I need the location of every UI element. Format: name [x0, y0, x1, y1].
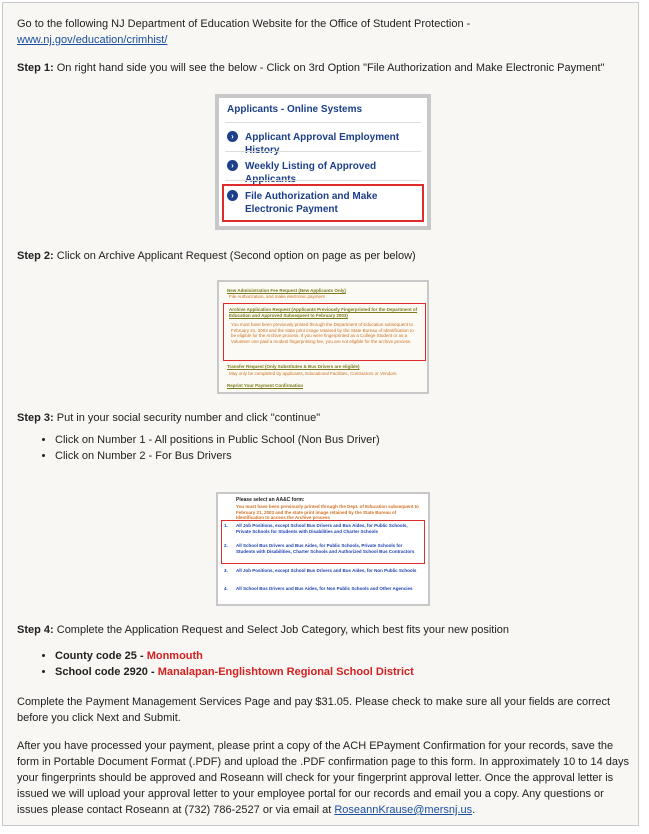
step3-text: Put in your social security number and click "continue": [53, 412, 321, 424]
intro-text: Go to the following NJ Department of Education Website for the Office of Student Protection -: [17, 18, 471, 30]
online-systems-header: Applicants - Online Systems: [227, 104, 363, 115]
county-code-value: Monmouth: [146, 650, 203, 662]
aac-option-number: 3.: [224, 568, 228, 573]
chevron-right-icon: ›: [227, 131, 238, 142]
applicant-approval-item: [227, 131, 427, 157]
archive-request-screenshot: [217, 280, 429, 394]
step1-label: Step 1:: [17, 62, 54, 74]
step4-text: Complete the Application Request and Select Job Category, which best fits your new position: [53, 624, 510, 636]
aac-option-2: All School Bus Drivers and Bus Aides, for Public Schools, Private Schools for Students with Disabilities, Charter Schools and Authorized School Bus Contractors: [236, 543, 415, 554]
instructions-content: [17, 16, 629, 818]
weekly-listing-item: [227, 160, 427, 186]
step4-label: Step 4:: [17, 624, 54, 636]
aac-option-number: 1.: [224, 523, 228, 528]
list-item: • Click on Number 1 - All positions in Public School (Non Bus Driver): [55, 432, 629, 448]
intro-paragraph: [17, 16, 629, 48]
step1-text: On right hand side you will see the below - Click on 3rd Option "File Authorization and Make Electronic Payment": [53, 62, 605, 74]
step4-paragraph: [17, 622, 629, 638]
file-authorization-item: [227, 190, 405, 216]
step3-label: Step 3:: [17, 412, 54, 424]
archive-request-desc: You must have been previously printed through the Department of Education subsequent to February 21, 2003 and the state print image retained by the State Bureau of Identification to be eligible for the Archive process. If you were fingerprinted as a College Student or as a Volunteer one paid a modest fingerprinting fee, you are not eligible for the archive process.: [231, 322, 414, 344]
final-paragraph: [17, 738, 629, 818]
divider: [225, 122, 421, 123]
list-item: • Click on Number 2 - For Bus Drivers: [55, 448, 629, 464]
chevron-right-icon: ›: [227, 190, 238, 201]
aac-form-title: Please select an AA&C form:: [236, 497, 305, 503]
reprint-confirmation-link: Reprint Your Payment Confirmation: [227, 383, 304, 388]
content-frame: [2, 2, 639, 826]
list-item: [55, 648, 629, 664]
step2-text: Click on Archive Applicant Request (Second option on page as per below): [53, 250, 416, 262]
archive-request-link: Archive Application Request (Applicants Previously Fingerprinted for the Department of Education and Approved Subsequent to February 2003): [229, 307, 418, 318]
step3-paragraph: [17, 410, 629, 426]
online-systems-screenshot: [215, 94, 431, 230]
aac-form-notice: You must have been previously printed through the Dept. of Education subsequent to February 21, 2003 and the state print image retained by the State Bureau of Identification to access the Archive process: [236, 504, 419, 520]
aac-option-3: All Job Positions, except School Bus Drivers and Bus Aides, for Non Public Schools: [236, 568, 417, 573]
transfer-request-link: Transfer Request (Only Substitutes & Bus Drivers are eligible): [227, 364, 360, 369]
aac-option-number: 4.: [224, 586, 228, 591]
final-text: After you have processed your payment, please print a copy of the ACH EPayment Confirmation for your records, save the form in Portable Document Format (.PDF) and upload the .PDF confirmation page to this form. In approximately 10 to 14 days your fingerprints should be approved and Roseann will check for your fingerprint approval letter. Once the approval letter is issued we will upload your approval letter to your employee portal for our records and email you a copy. Any questions or issues please contact Roseann at (732) 786-2527 or via email at: [17, 740, 630, 816]
aac-option-4: All School Bus Drivers and Bus Aides, for Non Public Schools and Other Agencies: [236, 586, 413, 591]
crimhist-link[interactable]: www.nj.gov/education/crimhist/: [17, 34, 168, 46]
new-admin-fee-desc: File Authorization, and make electronic payment: [229, 294, 325, 299]
final-period: .: [472, 804, 476, 816]
step4-bullet-list: [17, 648, 629, 680]
step1-paragraph: [17, 60, 629, 76]
email-link[interactable]: RoseannKrause@mersnj.us: [334, 804, 473, 816]
step2-paragraph: [17, 248, 629, 264]
divider: [225, 151, 421, 152]
divider: [225, 180, 421, 181]
aac-option-1: All Job Positions, except School Bus Drivers and Bus Aides, for Public Schools, Private Schools for Students with Disabilities and Charter Schools: [236, 523, 408, 534]
chevron-right-icon: ›: [227, 160, 238, 171]
aac-option-number: 2.: [224, 543, 228, 548]
weekly-listing-label: Weekly Listing of Approved: [245, 161, 377, 172]
county-code-label: County code 25 -: [55, 650, 147, 662]
applicant-approval-label: Applicant Approval Employment: [245, 132, 400, 143]
school-code-value: Manalapan-Englishtown Regional School District: [157, 666, 414, 678]
payment-paragraph: Complete the Payment Management Services Page and pay $31.05. Please check to make sure all your fields are correct before you click Next and Submit.: [17, 696, 611, 724]
list-item: [55, 664, 629, 680]
aac-form-screenshot: [216, 492, 430, 606]
step2-label: Step 2:: [17, 250, 54, 262]
school-code-label: School code 2920 -: [55, 666, 158, 678]
new-admin-fee-link: New Administration Fee Request (New Applicants Only): [227, 288, 346, 293]
step3-bullet-list: [17, 432, 629, 464]
transfer-request-desc: May only be completed by applicants, Educational Facilities, Contractors or Vendors.: [229, 371, 398, 376]
file-authorization-label: File Authorization and Make Electronic Payment: [245, 191, 378, 215]
